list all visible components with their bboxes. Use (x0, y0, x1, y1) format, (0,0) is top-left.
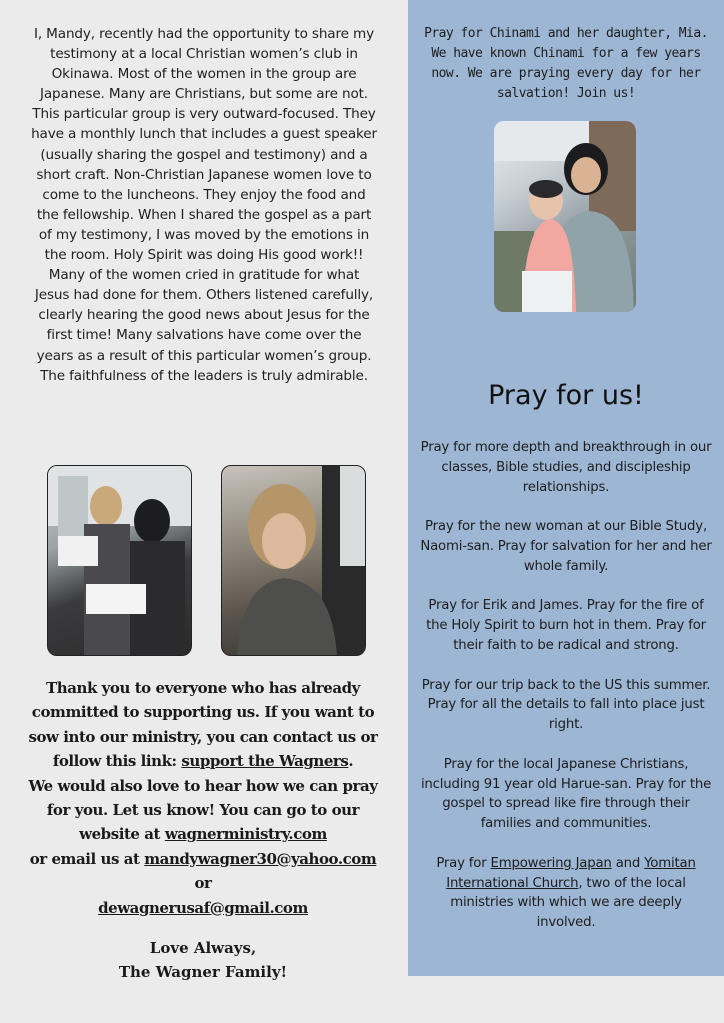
pray-for-us-heading: Pray for us! (488, 380, 644, 411)
prayer-request: Pray for the new woman at our Bible Study, Naomi-san. Pray for salvation for her and her whole family. (420, 519, 712, 574)
signoff-line-2: The Wagner Family! (118, 963, 288, 982)
prayer-request: Pray for the local Japanese Christians, including 91 year old Harue-san. Pray for the gospel to spread like fire through their families and communities. (420, 756, 712, 832)
thanks-text-2: We would also love to hear how we can pray for you. Let us know! You can go to our website at (28, 776, 378, 844)
support-link[interactable]: support the Wagners (181, 752, 349, 771)
signoff (22, 936, 384, 985)
prayer-request: Pray for Erik and James. Pray for the fire of the Holy Spirit to burn hot in them. Pray for their faith to be radical and strong. (426, 598, 706, 653)
ministries-prefix: Pray for (436, 855, 491, 871)
testimony-paragraph: I, Mandy, recently had the opportunity to share my testimony at a local Christian women’s club in Okinawa. Most of the women in the group are Japanese. Many are Christians, but some are not. This particular group is very outward-focused. They have a monthly lunch that includes a guest speaker (usually sharing the gospel and testimony) and a short craft. Non-Christian Japanese women love to come to the luncheons. They enjoy the food and the fellowship. When I shared the gospel as a part of my testimony, I was moved by the emotions in the room. Holy Spirit was doing His good work!! Many of the women cried in gratitude for what Jesus had done for them. Others listened carefully, clearly hearing the good news about Jesus for the first time! Many salvations have come over the years as a result of this particular women’s group. The faithfulness of the leaders is truly admirable. (31, 26, 377, 384)
chinami-prayer-request: Pray for Chinami and her daughter, Mia. We have known Chinami for a few years now. We are praying every day for her salvation! Join us! (424, 26, 708, 101)
right-column (408, 0, 724, 976)
thank-you-message (22, 676, 384, 920)
empowering-japan-link[interactable]: Empowering Japan (490, 855, 612, 871)
prayer-request: Pray for our trip back to the US this summer. Pray for all the details to fall into place just right. (421, 677, 711, 733)
photo-woman-smiling (221, 465, 366, 656)
signoff-line-1: Love Always, (149, 939, 257, 957)
email-link-mandy[interactable]: mandywagner30@yahoo.com (144, 849, 377, 868)
thanks-period: . (348, 752, 354, 771)
thanks-text-3: or email us at (29, 849, 145, 868)
prayer-request: Pray for more depth and breakthrough in our classes, Bible studies, and discipleship relationships. (420, 440, 712, 495)
ministries-suffix: , two of the local ministries with which we are deeply involved. (450, 875, 686, 931)
website-link[interactable]: wagnerministry.com (164, 825, 327, 844)
prayer-request-ministries (420, 854, 712, 933)
ministries-middle: and (611, 855, 645, 871)
photo-chinami-and-mia (494, 121, 636, 312)
email-link-dewagner[interactable]: dewagnerusaf@gmail.com (98, 898, 308, 917)
thanks-text-1: Thank you to everyone who has already committed to supporting us. If you want to sow into our ministry, you can contact us or follow this link: (28, 679, 378, 771)
yomitan-church-link[interactable]: Yomitan International Church (446, 855, 696, 891)
photo-women-speaking (47, 465, 192, 656)
thanks-or: or (194, 874, 212, 893)
prayer-requests-list (420, 438, 712, 953)
